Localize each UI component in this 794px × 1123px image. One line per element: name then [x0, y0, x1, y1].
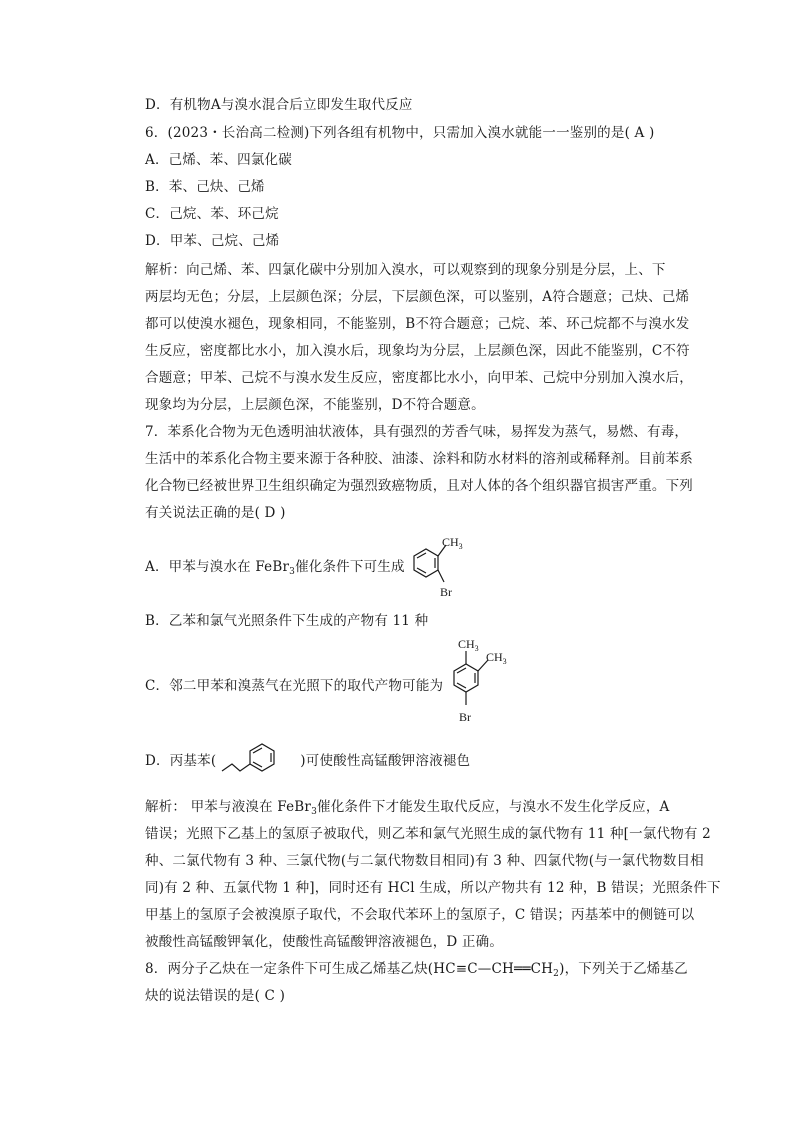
option-d-q6: D．甲苯、己烷、己烯	[145, 233, 280, 249]
option-a-q6: A．己烯、苯、四氯化碳	[145, 152, 292, 168]
analysis-q6-line5: 合题意；甲苯、己烷不与溴水发生反应，密度都比水小，向甲苯、己烷中分别加入溴水后，	[145, 370, 693, 386]
option-a-text1: A．甲苯与溴水在 FeBr	[145, 559, 290, 575]
bromo-xylene-structure	[442, 633, 522, 732]
question-8-text2: )，下列关于乙烯基乙	[559, 961, 688, 977]
question-7-line3: 化合物已经被世界卫生组织确定为强烈致癌物质，且对人体的各个组织器官损害严重。下列	[145, 478, 693, 494]
option-d-text2: )可使酸性高锰酸钾溶液褪色	[300, 753, 471, 769]
option-b-q7: B．乙苯和氯气光照条件下生成的产物有 11 种	[145, 613, 429, 629]
ch3-label-a: $CH_3$	[458, 637, 479, 653]
analysis-q6-line6: 现象均为分层，上层颜色深，不能鉴别，D不符合题意。	[145, 397, 485, 413]
subscript-2: 2	[553, 969, 560, 979]
question-8-line1	[145, 960, 688, 978]
analysis-q7-text2: 催化条件下才能发生取代反应，与溴水不发生化学反应，A	[317, 799, 670, 815]
question-7-line4: 有关说法正确的是( D )	[145, 505, 286, 521]
analysis-q7-line5: 甲基上的氢原子会被溴原子取代，不会取代苯环上的氢原子，C 错误；丙基苯中的侧链可以	[145, 907, 695, 923]
subscript-3: 3	[289, 567, 296, 577]
ch3-label-b: $CH_3$	[486, 650, 507, 666]
question-8-line2: 炔的说法错误的是( C )	[145, 988, 286, 1004]
analysis-q7-line6: 被酸性高锰酸钾氧化，使酸性高锰酸钾溶液褪色，D 正确。	[145, 934, 504, 950]
question-6: 6．(2023・长治高二检测)下列各组有机物中，只需加入溴水就能一一鉴别的是( A )	[145, 125, 655, 141]
option-c-q7: C．邻二甲苯和溴蒸气在光照下的取代产物可能为	[145, 678, 444, 694]
subscript-3b: 3	[311, 807, 318, 817]
option-c-q6: C．己烷、苯、环己烷	[145, 206, 279, 222]
analysis-q7-text1: 解析： 甲苯与液溴在 FeBr	[145, 799, 312, 815]
option-a-q7	[145, 558, 405, 576]
option-a-text2: 催化条件下可生成	[295, 559, 405, 575]
question-8-text1: 8．两分子乙炔在一定条件下可生成乙烯基乙炔(HC≡C—CH══CH	[145, 961, 554, 977]
br-label-2: Br	[459, 710, 471, 724]
analysis-q6-line4: 生反应，密度都比水小，加入溴水后，现象均为分层，上层颜色深，因此不能鉴别，C不符	[145, 343, 690, 359]
option-d-text1: D．丙基苯(	[145, 753, 217, 769]
analysis-q6-line2: 两层均无色；分层，上层颜色深；分层，下层颜色深，可以鉴别，A符合题意；己炔、己烯	[145, 289, 690, 305]
br-label: Br	[440, 585, 452, 599]
analysis-q7-line1	[145, 798, 669, 816]
analysis-q7-line4: 同)有 2 种、五氯代物 1 种]，同时还有 HCl 生成，所以产物共有 12 种，B 错误；光照条件下	[145, 880, 721, 896]
option-b-q6: B．苯、己炔、己烯	[145, 179, 265, 195]
option-d-q7	[145, 752, 470, 770]
option-d-q5: D．有机物A与溴水混合后立即发生取代反应	[145, 97, 413, 113]
analysis-q7-line3: 种、二氯代物有 3 种、三氯代物(与二氯代物数目相同)有 3 种、四氯代物(与一氯代物数目相	[145, 853, 704, 869]
analysis-q6-line1: 解析：向己烯、苯、四氯化碳中分别加入溴水，可以观察到的现象分别是分层，上、下	[145, 262, 666, 278]
question-7-line1: 7．苯系化合物为无色透明油状液体，具有强烈的芳香气味，易挥发为蒸气，易燃、有毒，	[145, 424, 689, 440]
propylbenzene-structure	[218, 738, 294, 784]
analysis-q6-line3: 都可以使溴水褪色，现象相同，不能鉴别，B不符合题意；己烷、苯、环己烷都不与溴水发	[145, 316, 690, 332]
question-7-line2: 生活中的苯系化合物主要来源于各种胶、油漆、涂料和防水材料的溶剂或稀释剂。目前苯系	[145, 451, 693, 467]
analysis-q7-line2: 错误；光照下乙基上的氢原子被取代，则乙苯和氯气光照生成的氯代物有 11 种[一氯代物有 2	[145, 826, 711, 842]
ch3-label: $CH_3$	[442, 535, 463, 551]
ortho-bromotoluene-structure	[400, 532, 480, 606]
